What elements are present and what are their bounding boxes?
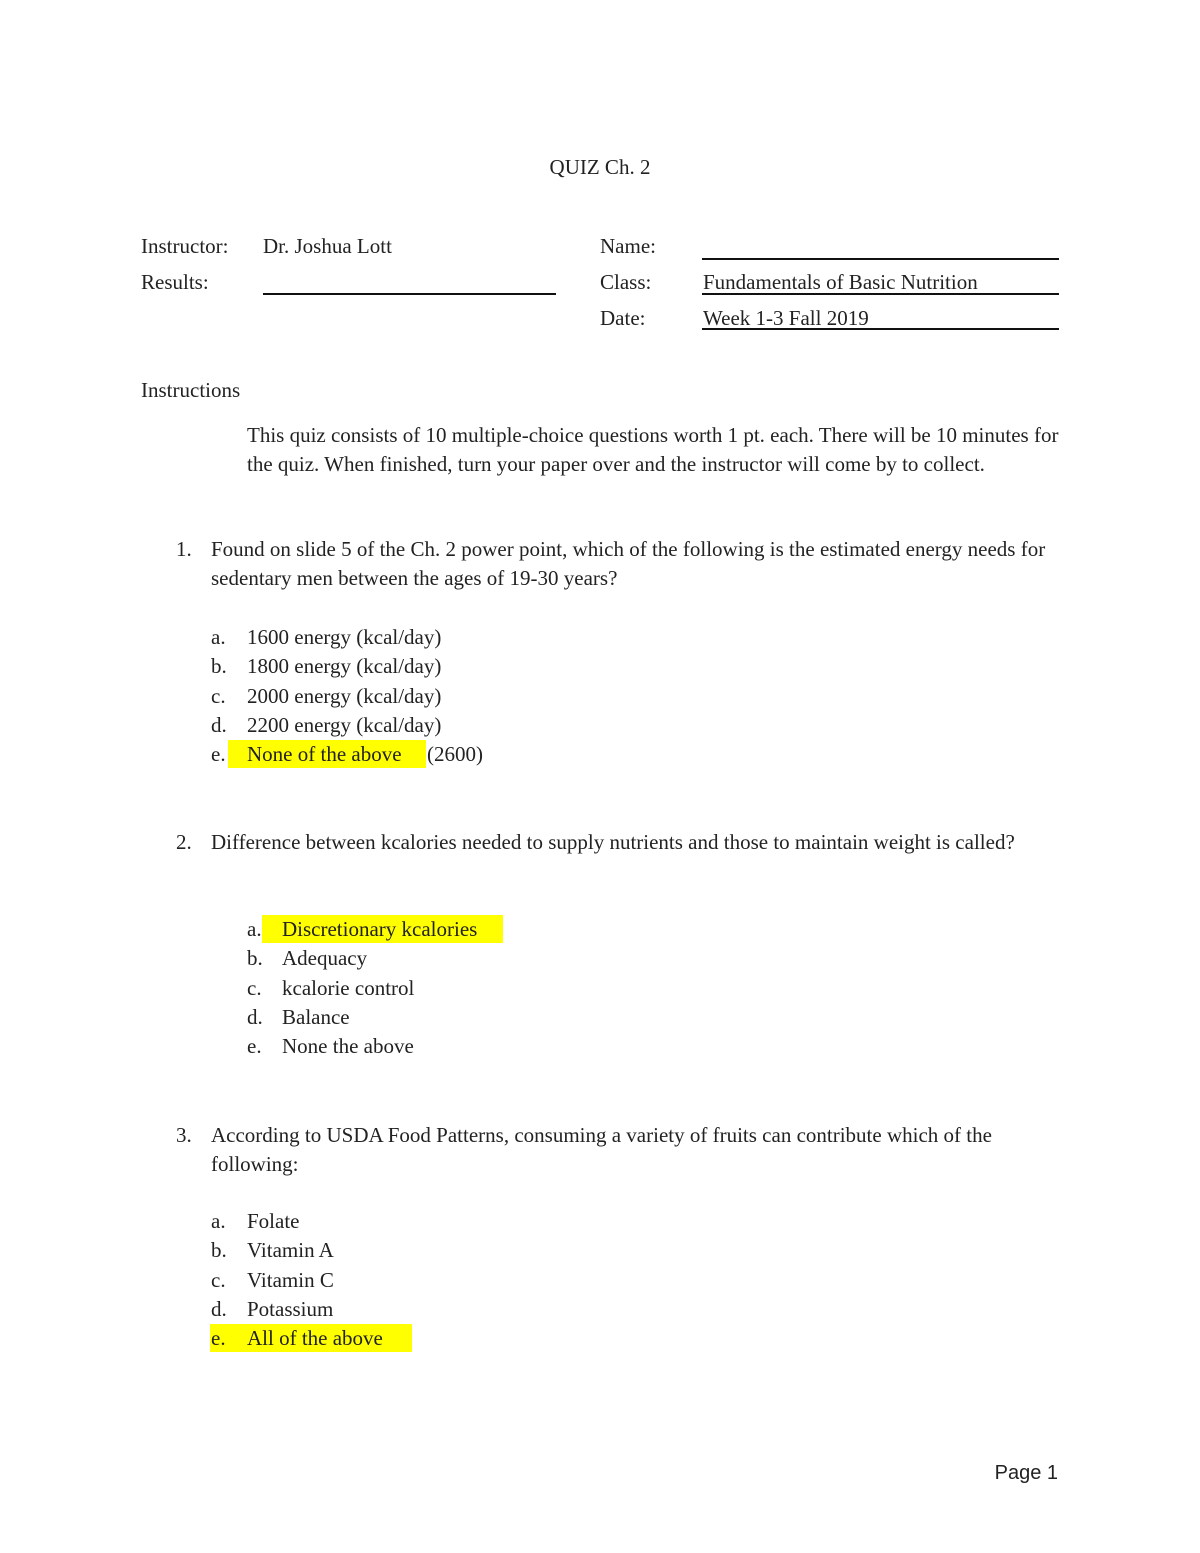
question-2-number: 2. — [176, 830, 192, 854]
class-value: Fundamentals of Basic Nutrition — [703, 270, 978, 294]
date-value: Week 1-3 Fall 2019 — [703, 306, 869, 330]
q1-option-c-text: 2000 energy (kcal/day) — [247, 684, 442, 708]
q3-option-a-text: Folate — [247, 1209, 300, 1233]
class-underline — [702, 293, 1059, 295]
q3-option-d-letter: d. — [211, 1297, 227, 1321]
q3-option-b-letter: b. — [211, 1238, 227, 1262]
q2-option-d-text: Balance — [282, 1005, 350, 1029]
name-label: Name: — [600, 234, 656, 258]
q2-option-d-letter: d. — [247, 1005, 263, 1029]
q2-option-c-letter: c. — [247, 976, 262, 1000]
name-underline — [702, 258, 1059, 260]
page-number: Page 1 — [994, 1462, 1058, 1484]
results-underline — [263, 293, 556, 295]
q2-option-e-letter: e. — [247, 1034, 262, 1058]
q1-option-a-letter: a. — [211, 625, 226, 649]
q1-option-e-text: None of the above — [247, 742, 402, 766]
q1-option-a-text: 1600 energy (kcal/day) — [247, 625, 442, 649]
q1-option-d-text: 2200 energy (kcal/day) — [247, 713, 442, 737]
q3-option-a-letter: a. — [211, 1209, 226, 1233]
q3-option-b-text: Vitamin A — [247, 1238, 334, 1262]
question-1-text: Found on slide 5 of the Ch. 2 power point, which of the following is the estimated energy needs for sedentary men between the ages of 19-30 years? — [211, 537, 1046, 590]
q3-option-c-text: Vitamin C — [247, 1268, 334, 1292]
results-label: Results: — [141, 270, 209, 294]
question-1-number: 1. — [176, 537, 192, 561]
question-3-text: According to USDA Food Patterns, consuming a variety of fruits can contribute which of the following: — [211, 1123, 992, 1176]
q3-option-d-text: Potassium — [247, 1297, 334, 1321]
question-2-text: Difference between kcalories needed to supply nutrients and those to maintain weight is called? — [211, 830, 1015, 854]
question-3-number: 3. — [176, 1123, 192, 1147]
q1-option-b-letter: b. — [211, 654, 227, 678]
date-label: Date: — [600, 306, 646, 330]
instructor-value: Dr. Joshua Lott — [263, 234, 392, 258]
q1-option-b-text: 1800 energy (kcal/day) — [247, 654, 442, 678]
instructor-label: Instructor: — [141, 234, 229, 258]
q1-option-c-letter: c. — [211, 684, 226, 708]
q2-option-b-letter: b. — [247, 946, 263, 970]
class-label: Class: — [600, 270, 652, 294]
q3-option-c-letter: c. — [211, 1268, 226, 1292]
instructions-text: This quiz consists of 10 multiple-choice questions worth 1 pt. each. There will be 10 minutes for the quiz. When finished, turn your paper over and the instructor will come by to collect. — [247, 423, 1059, 476]
q1-option-d-letter: d. — [211, 713, 227, 737]
instructions-heading: Instructions — [141, 378, 241, 402]
q3-option-e-letter: e. — [211, 1326, 226, 1350]
q2-option-a-letter: a. — [247, 917, 262, 941]
page-title: QUIZ Ch. 2 — [549, 155, 651, 179]
q1-option-e-extra: (2600) — [427, 742, 483, 766]
date-underline — [702, 328, 1059, 330]
q2-option-a-text: Discretionary kcalories — [282, 917, 478, 941]
q2-option-b-text: Adequacy — [282, 946, 368, 970]
q2-option-c-text: kcalorie control — [282, 976, 415, 1000]
q1-option-e-letter: e. — [211, 742, 226, 766]
q2-option-e-text: None the above — [282, 1034, 414, 1058]
q3-option-e-text: All of the above — [247, 1326, 383, 1350]
